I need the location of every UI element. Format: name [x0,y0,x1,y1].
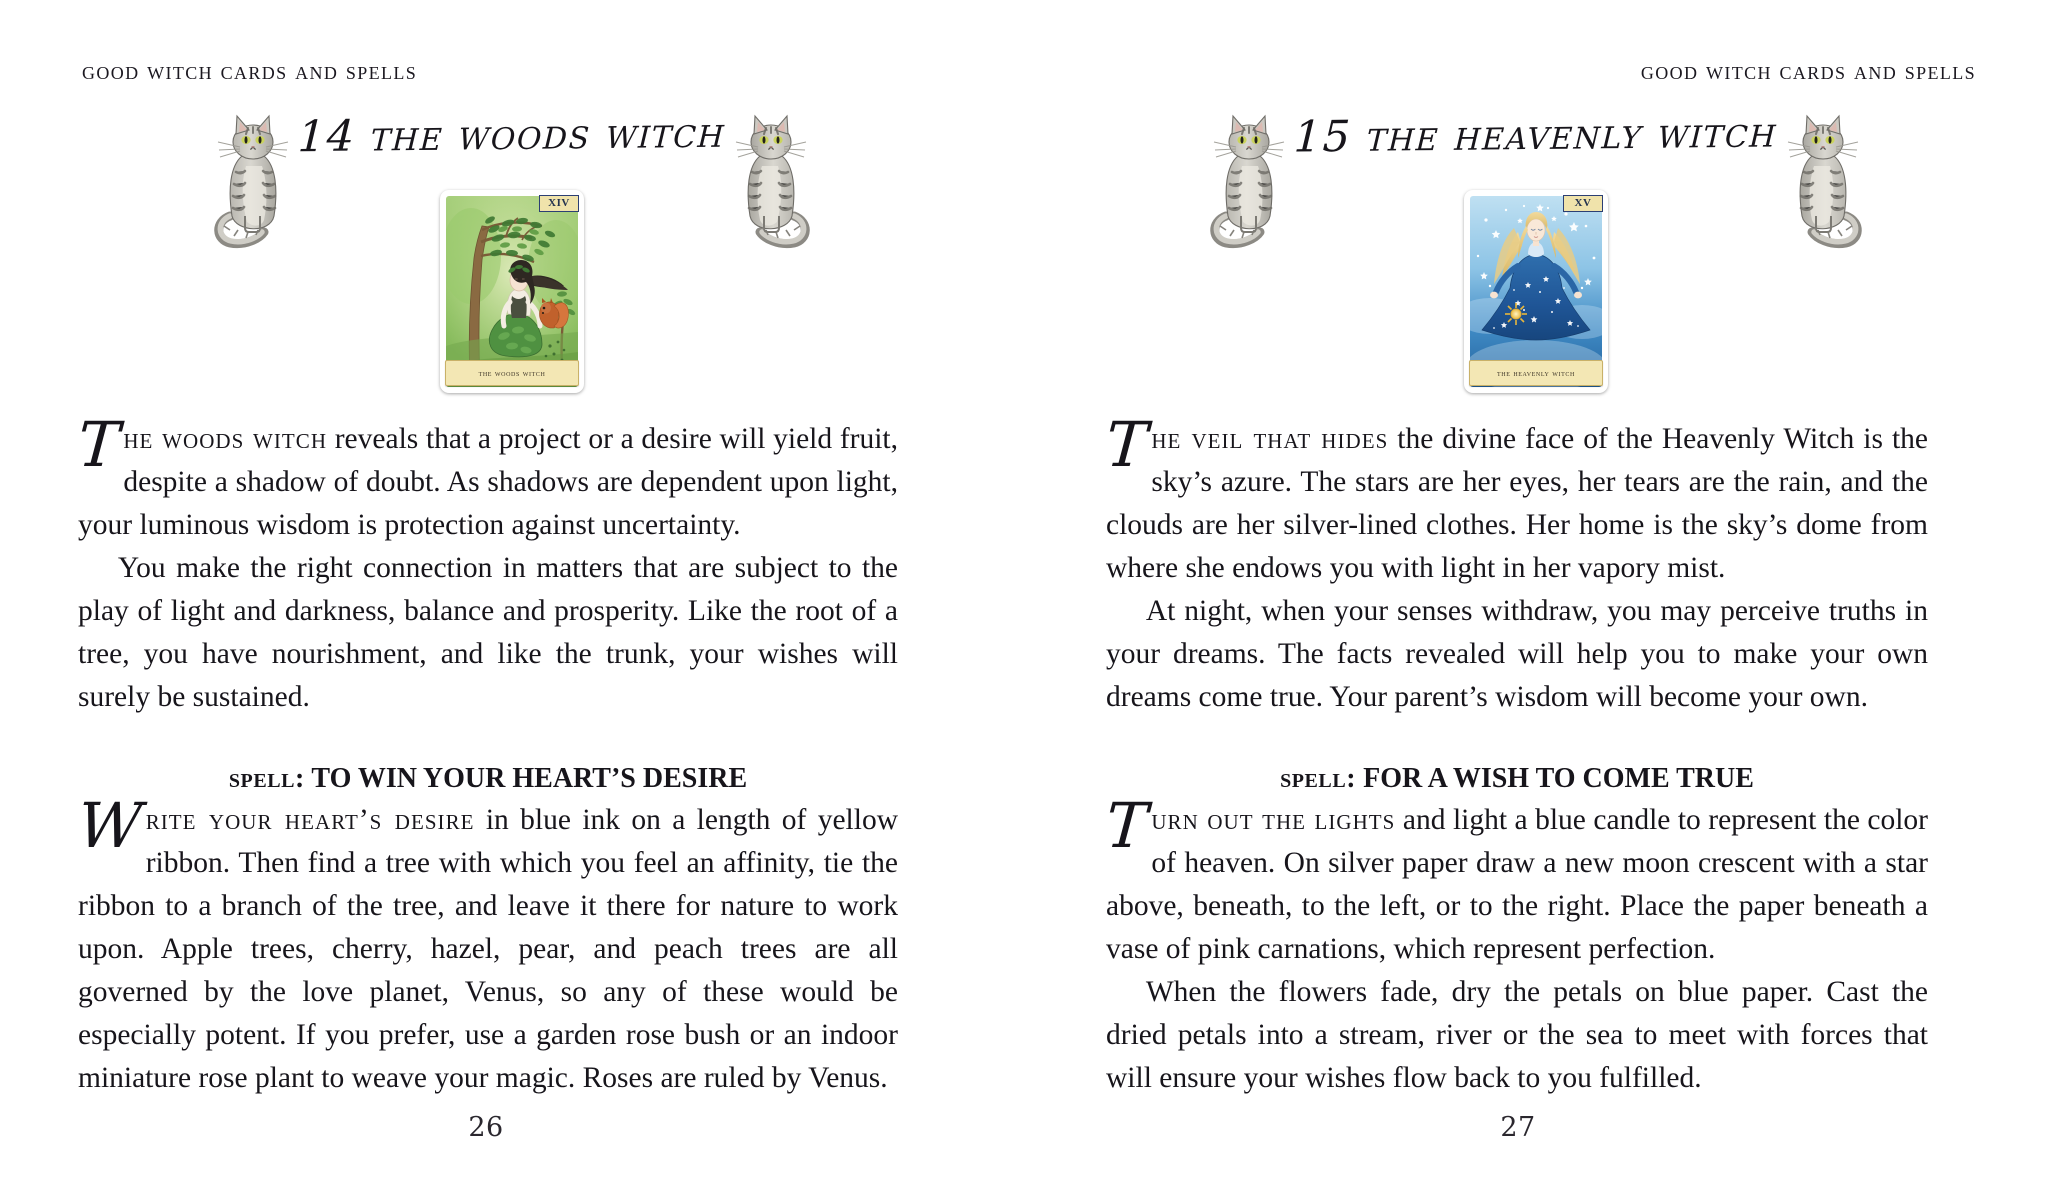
chapter-title-right: 15 the heavenly witch [1293,107,1779,163]
paragraph [1103,408,1928,590]
tarot-card-wrap-left [0,190,1024,393]
chapter-title-left: 14 the woods witch [297,107,727,163]
spell-label: spell: [228,763,305,794]
paragraph-text: and light a blue candle to represent the color of heaven. On silver paper draw a new moon crescent with a star above, beneath, to the left, or to the right. Place the paper beneath a vase of pink carnations, which represent perfection. [1106,804,1929,965]
tarot-card-woods-witch [440,190,584,393]
paragraph [75,789,898,1100]
card-title-banner [445,360,579,386]
lead-in-text: he woods witch [123,423,328,455]
drop-cap: T [1103,789,1150,862]
body-column-left [75,408,898,1094]
spell-title: FOR A WISH TO COME TRUE [1363,763,1754,794]
body-column-right [1103,408,1929,1094]
drop-cap: T [75,408,122,481]
paragraph: At night, when your senses withdraw, you may perceive truths in your dreams. The facts revealed will help you to make your own dreams come true. Your parent’s wisdom will become your own. [1106,595,1928,713]
tarot-card-artwork [446,196,578,387]
running-head-left: good witch cards and spells [82,58,418,85]
paragraph [75,408,898,547]
lead-in-text: rite your heart’s desire [145,804,475,836]
spell-label: spell: [1280,763,1357,794]
tarot-card-artwork [1470,196,1602,387]
paragraph-text: the divine face of the Heavenly Witch is the sky’s azure. The stars are her eyes, her tears are the rain, and the clouds are her silver-lined clothes. Her home is the sky’s dome from where she endows you with light in her vapory mist. [1106,423,1928,584]
card-roman-numeral: XV [1563,195,1603,212]
paragraph: You make the right connection in matters that are subject to the play of light and darkness, balance and prosperity. Like the root of a tree, you have nourishment, and like the trunk, your wishes will surely be sustained. [78,552,898,713]
running-head-right: good witch cards and spells [1640,58,1976,85]
card-title-banner [1469,360,1603,386]
tarot-card-heavenly-witch [1464,190,1608,393]
card-title-text: the woods witch [478,368,546,378]
page-number: 27 [1500,1112,1536,1143]
paragraph [1103,789,1929,971]
drop-cap: T [1103,408,1150,481]
spell-heading [1106,759,1928,799]
paragraph: When the flowers fade, dry the petals on blue paper. Cast the dried petals into a stream, river or the sea to meet with forces that will ensure your wishes flow back to you fulfilled. [1106,976,1928,1094]
card-roman-numeral: XIV [539,195,579,212]
paragraph-text: reveals that a project or a desire will yield fruit, despite a shadow of doubt. As shadows are dependent upon light, your luminous wisdom is protection against uncertainty. [78,423,898,541]
spell-heading [78,759,898,799]
drop-cap: W [75,789,145,862]
paragraph-text: in blue ink on a length of yellow ribbon. Then find a tree with which you feel an affinity, tie the ribbon to a branch of the tree, and leave it there for nature to work upon. Apple trees, cherry, hazel, pear, and peach trees are all governed by the love planet, Venus, so any of these would be especially potent. If you prefer, use a garden rose bush or an indoor miniature rose plant to weave your magic. Roses are ruled by Venus. [78,804,898,1094]
spell-title: TO WIN YOUR HEART’S DESIRE [311,763,748,794]
page-right [1024,0,2048,1195]
lead-in-text: urn out the lights [1151,804,1396,836]
lead-in-text: he veil that hides [1151,423,1389,455]
tarot-card-wrap-right [1024,190,2048,393]
card-title-text: the heavenly witch [1497,368,1575,378]
page-number: 26 [468,1112,504,1143]
